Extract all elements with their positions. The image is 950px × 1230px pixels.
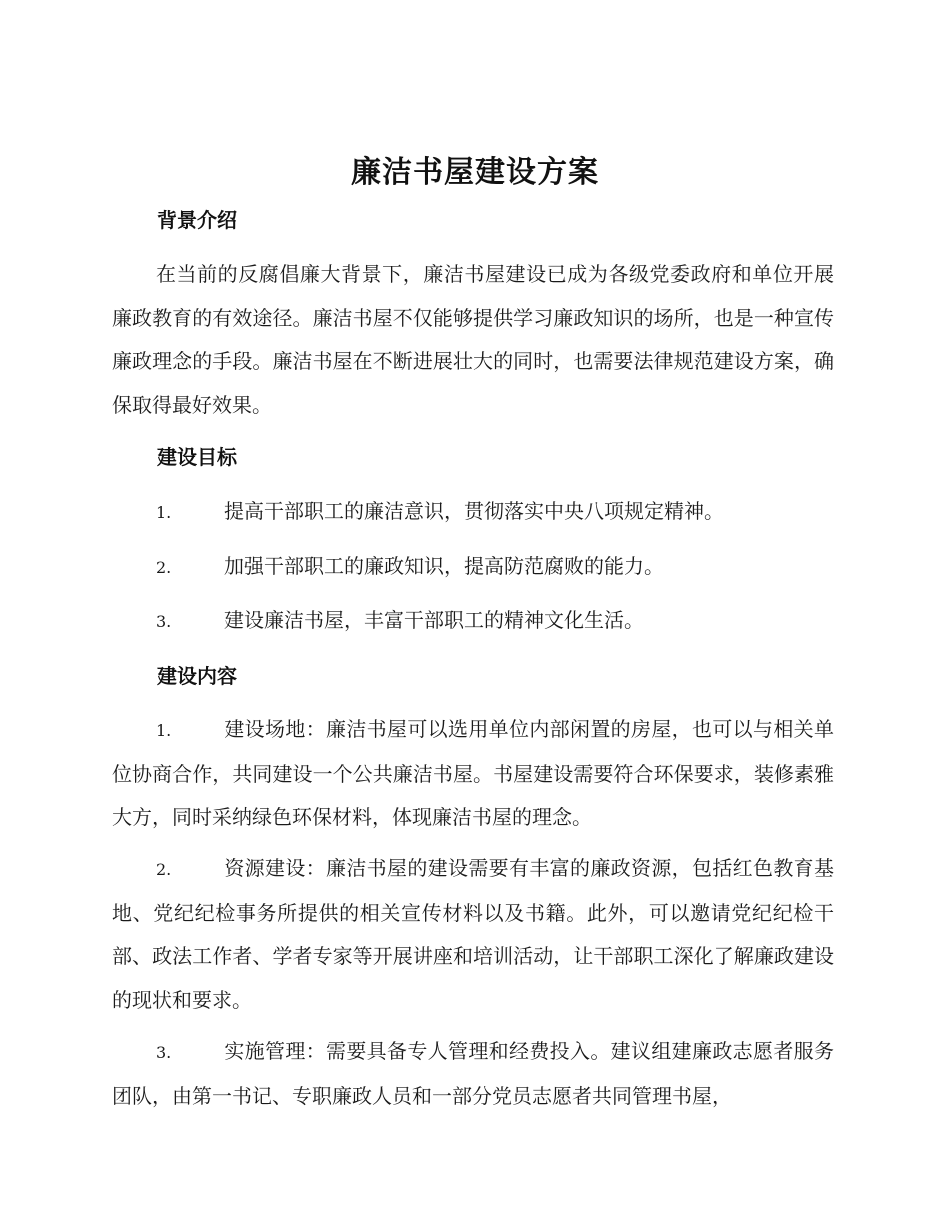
list-number: 1. <box>156 503 172 522</box>
list-number: 2. <box>156 860 172 879</box>
list-item-text: 提高干部职工的廉洁意识，贯彻落实中央八项规定精神。 <box>224 499 724 523</box>
list-item-text: 建设廉洁书屋，丰富干部职工的精神文化生活。 <box>224 608 644 632</box>
goal-item-1 <box>112 490 834 535</box>
goal-item-2 <box>112 545 834 590</box>
list-item-text: 加强干部职工的廉政知识，提高防范腐败的能力。 <box>224 554 664 578</box>
list-item-text: 实施管理：需要具备专人管理和经费投入。建议组建廉政志愿者服务团队，由第一书记、专职廉政人员和一部分党员志愿者共同管理书屋， <box>112 1039 834 1108</box>
list-number: 3. <box>156 1043 172 1062</box>
content-item-3 <box>112 1030 834 1118</box>
list-item-text: 资源建设：廉洁书屋的建设需要有丰富的廉政资源，包括红色教育基地、党纪纪检事务所提供的相关宣传材料以及书籍。此外，可以邀请党纪纪检干部、政法工作者、学者专家等开展讲座和培训活动，让干部职工深化了解廉政建设的现状和要求。 <box>112 856 834 1012</box>
list-number: 3. <box>156 612 172 631</box>
goal-item-3 <box>112 599 834 644</box>
section-heading-background: 背景介绍 <box>157 208 237 232</box>
content-item-2 <box>112 847 834 1022</box>
background-paragraph: 在当前的反腐倡廉大背景下，廉洁书屋建设已成为各级党委政府和单位开展廉政教育的有效途径。廉洁书屋不仅能够提供学习廉政知识的场所，也是一种宣传廉政理念的手段。廉洁书屋在不断进展壮大的同时，也需要法律规范建设方案，确保取得最好效果。 <box>112 262 834 417</box>
list-number: 1. <box>156 721 172 740</box>
document-title: 廉洁书屋建设方案 <box>351 155 599 190</box>
content-item-1 <box>112 708 834 840</box>
section-heading-content: 建设内容 <box>157 664 237 688</box>
list-number: 2. <box>156 558 172 577</box>
list-item-text: 建设场地：廉洁书屋可以选用单位内部闲置的房屋，也可以与相关单位协商合作，共同建设一个公共廉洁书屋。书屋建设需要符合环保要求，装修素雅大方，同时采纳绿色环保材料，体现廉洁书屋的理念。 <box>112 717 834 829</box>
section-heading-goals: 建设目标 <box>157 445 237 469</box>
